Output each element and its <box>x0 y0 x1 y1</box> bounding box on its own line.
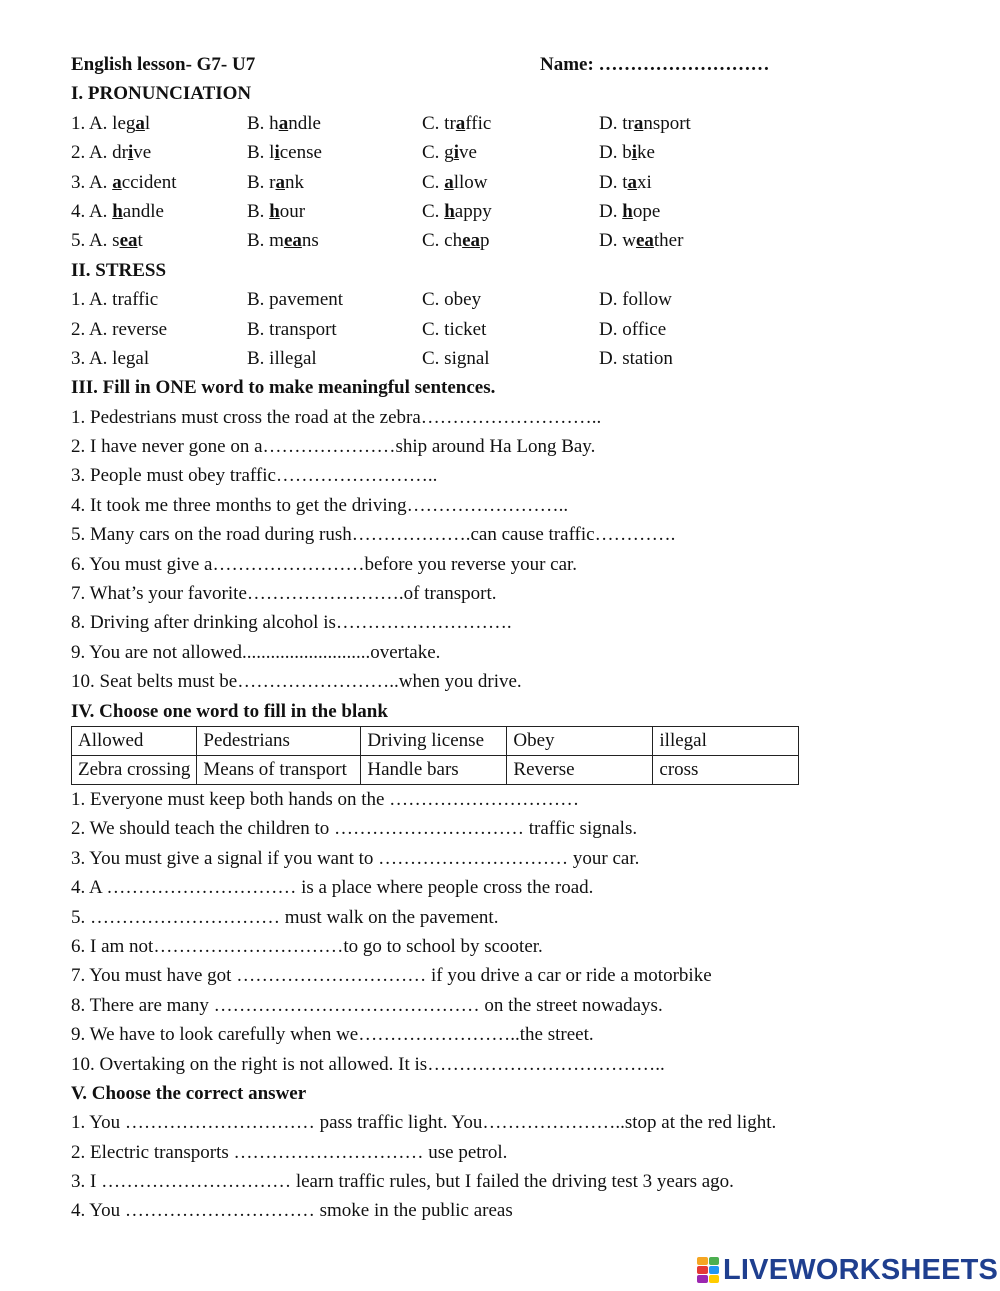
fill-question[interactable]: 1. Pedestrians must cross the road at the zebra……………………….. <box>71 406 602 428</box>
option-text: ccident <box>121 171 177 193</box>
word-bank-cell: Driving license <box>361 726 507 755</box>
answer-option[interactable] <box>422 168 487 197</box>
option-text: l <box>144 112 151 134</box>
answer-option[interactable]: 1. A. traffic <box>71 289 159 311</box>
choose-question[interactable]: 9. We have to look carefully when we……………………..the street. <box>71 1024 594 1046</box>
pronunciation-questions <box>71 109 871 256</box>
option-text: ve <box>458 142 477 164</box>
logo-block <box>709 1275 720 1283</box>
option-text: B. <box>247 200 270 222</box>
choose-question[interactable]: 8. There are many …………………………………… on the street nowadays. <box>71 994 663 1016</box>
answer-option[interactable]: 3. A. legal <box>71 347 150 369</box>
stress-row <box>71 315 871 344</box>
answer-option[interactable] <box>599 109 691 138</box>
choose-question[interactable]: 6. I am not…………………………to go to school by scooter. <box>71 935 543 957</box>
option-text: B. l <box>247 142 275 164</box>
option-text: our <box>279 200 306 222</box>
answer-option[interactable]: B. transport <box>247 318 337 340</box>
answer-option[interactable]: B. pavement <box>247 289 344 311</box>
answer-option[interactable]: D. station <box>599 347 673 369</box>
stress-row <box>71 344 871 373</box>
answer-option[interactable]: C. signal <box>422 347 490 369</box>
liveworksheets-logo <box>697 1253 998 1287</box>
answer-option[interactable] <box>599 226 683 255</box>
word-bank-cell: Allowed <box>72 726 197 755</box>
underlined-letters: ea <box>283 230 302 252</box>
underlined-letters: ea <box>462 230 481 252</box>
answer-option[interactable] <box>422 226 490 255</box>
option-text: ther <box>653 230 684 252</box>
underlined-letters: a <box>627 171 637 193</box>
answer-option[interactable] <box>71 226 143 255</box>
answer-option[interactable]: D. office <box>599 318 667 340</box>
answer-option[interactable] <box>247 197 305 226</box>
answer-option[interactable] <box>422 109 491 138</box>
option-text: 3. A. <box>71 171 113 193</box>
option-text: cense <box>279 142 322 164</box>
word-bank-cell: Means of transport <box>197 755 361 784</box>
underlined-letters: h <box>112 200 123 222</box>
word-bank-cell: Reverse <box>507 755 653 784</box>
choose-question[interactable]: 4. A ………………………… is a place where people cross the road. <box>71 877 594 899</box>
correct-answer-questions <box>71 1108 871 1226</box>
underlined-letters: a <box>275 171 285 193</box>
underlined-letters: a <box>278 112 289 134</box>
fill-question[interactable]: 3. People must obey traffic…………………….. <box>71 465 438 487</box>
option-text: p <box>480 230 490 252</box>
option-text: 1. A. leg <box>71 112 136 134</box>
answer-option[interactable] <box>422 138 477 167</box>
pronunciation-row <box>71 138 871 167</box>
header-row <box>71 50 871 79</box>
option-text: C. tr <box>422 112 456 134</box>
option-text: andle <box>122 200 164 222</box>
answer-option[interactable]: C. ticket <box>422 318 487 340</box>
fill-questions <box>71 403 871 697</box>
option-text: D. w <box>599 230 636 252</box>
liveworksheets-logo-icon <box>697 1257 719 1283</box>
lesson-title: English lesson- G7- U7 <box>71 54 256 75</box>
word-bank-cell: Pedestrians <box>197 726 361 755</box>
option-text: ffic <box>465 112 492 134</box>
word-bank-cell: illegal <box>653 726 799 755</box>
option-text: D. b <box>599 142 632 164</box>
underlined-letters: h <box>444 200 455 222</box>
answer-option[interactable] <box>247 109 321 138</box>
fill-question[interactable]: 9. You are not allowed...........................overtake. <box>71 641 441 663</box>
option-text: nk <box>285 171 304 193</box>
correct-answer-question[interactable]: 3. I ………………………… learn traffic rules, but I failed the driving test 3 years ago. <box>71 1171 734 1193</box>
pronunciation-row <box>71 109 871 138</box>
answer-option[interactable] <box>599 197 660 226</box>
answer-option[interactable] <box>599 168 652 197</box>
answer-option[interactable] <box>247 226 319 255</box>
option-text: ndle <box>288 112 321 134</box>
fill-question[interactable]: 8. Driving after drinking alcohol is………………………. <box>71 612 512 634</box>
fill-question[interactable]: 6. You must give a……………………before you reverse your car. <box>71 553 578 575</box>
fill-question[interactable]: 2. I have never gone on a…………………ship around Ha Long Bay. <box>71 436 596 458</box>
choose-question[interactable]: 3. You must give a signal if you want to ………………………… your car. <box>71 847 640 869</box>
underlined-letters: a <box>455 112 466 134</box>
option-text: appy <box>454 200 492 222</box>
logo-block <box>709 1266 720 1274</box>
word-bank-table <box>71 726 799 785</box>
option-text: 4. A. <box>71 200 113 222</box>
word-bank-row <box>72 726 799 755</box>
option-text: D. t <box>599 171 628 193</box>
underlined-letters: a <box>444 171 454 193</box>
logo-block <box>697 1266 708 1274</box>
option-text: ke <box>637 142 655 164</box>
underlined-letters: i <box>631 142 638 164</box>
option-text: ns <box>301 230 319 252</box>
option-text: nsport <box>643 112 691 134</box>
answer-option[interactable] <box>247 138 322 167</box>
option-text: D. tr <box>599 112 634 134</box>
fill-question[interactable]: 10. Seat belts must be……………………..when you drive. <box>71 671 522 693</box>
pronunciation-row <box>71 226 871 255</box>
choose-question[interactable]: 7. You must have got ………………………… if you drive a car or ride a motorbike <box>71 965 712 987</box>
answer-option[interactable]: C. obey <box>422 289 482 311</box>
answer-option[interactable] <box>71 109 150 138</box>
answer-option[interactable] <box>422 197 492 226</box>
correct-answer-question[interactable]: 2. Electric transports ………………………… use petrol. <box>71 1141 508 1163</box>
option-text: 2. A. dr <box>71 142 128 164</box>
answer-option[interactable] <box>247 168 304 197</box>
section-correct-heading: V. Choose the correct answer <box>71 1082 307 1104</box>
fill-question[interactable]: 4. It took me three months to get the driving…………………….. <box>71 494 569 516</box>
choose-question[interactable]: 5. ………………………… must walk on the pavement. <box>71 906 499 928</box>
choose-question[interactable]: 10. Overtaking on the right is not allowed. It is……………………………….. <box>71 1053 665 1075</box>
option-text: D. <box>599 200 623 222</box>
option-text: C. ch <box>422 230 463 252</box>
logo-block <box>697 1257 708 1265</box>
option-text: ve <box>133 142 152 164</box>
name-field[interactable]: Name: ……………………… <box>540 54 770 75</box>
logo-block <box>697 1275 708 1283</box>
option-text: ope <box>632 200 661 222</box>
word-bank-cell: cross <box>653 755 799 784</box>
section-stress-heading: II. STRESS <box>71 259 167 281</box>
option-text: B. r <box>247 171 276 193</box>
underlined-letters: a <box>633 112 644 134</box>
section-choose-heading: IV. Choose one word to fill in the blank <box>71 700 388 722</box>
answer-option[interactable]: D. follow <box>599 289 672 311</box>
answer-option[interactable] <box>71 138 151 167</box>
option-text: llow <box>453 171 488 193</box>
underlined-letters: ea <box>119 230 138 252</box>
option-text: xi <box>637 171 652 193</box>
underlined-letters: h <box>622 200 633 222</box>
option-text: C. g <box>422 142 454 164</box>
answer-option[interactable]: 2. A. reverse <box>71 318 168 340</box>
option-text: B. m <box>247 230 284 252</box>
underlined-letters: h <box>269 200 280 222</box>
option-text: 5. A. s <box>71 230 120 252</box>
word-bank-row <box>72 755 799 784</box>
word-bank-cell: Handle bars <box>361 755 507 784</box>
section-fill-heading: III. Fill in ONE word to make meaningful sentences. <box>71 377 496 399</box>
choose-question[interactable]: 2. We should teach the children to ………………………… traffic signals. <box>71 818 638 840</box>
pronunciation-row <box>71 168 871 197</box>
pronunciation-row <box>71 197 871 226</box>
correct-answer-question[interactable]: 1. You ………………………… pass traffic light. You…………………..stop at the red light. <box>71 1112 777 1134</box>
underlined-letters: a <box>112 171 122 193</box>
word-bank-cell: Obey <box>507 726 653 755</box>
answer-option[interactable] <box>71 168 177 197</box>
underlined-letters: a <box>135 112 145 134</box>
answer-option[interactable] <box>599 138 655 167</box>
option-text: C. <box>422 171 445 193</box>
answer-option[interactable]: B. illegal <box>247 347 317 369</box>
choose-question[interactable]: 1. Everyone must keep both hands on the ………………………… <box>71 788 580 810</box>
fill-question[interactable]: 7. What’s your favorite…………………….of transport. <box>71 583 497 605</box>
underlined-letters: i <box>453 142 459 164</box>
option-text: t <box>137 230 143 252</box>
stress-row <box>71 285 871 314</box>
option-text: B. h <box>247 112 279 134</box>
word-bank-cell: Zebra crossing <box>72 755 197 784</box>
section-pronunciation-heading: I. PRONUNCIATION <box>71 83 252 105</box>
fill-question[interactable]: 5. Many cars on the road during rush……………….can cause traffic…………. <box>71 524 676 546</box>
stress-questions <box>71 285 871 373</box>
underlined-letters: i <box>128 142 134 164</box>
option-text: C. <box>422 200 445 222</box>
logo-block <box>709 1257 720 1265</box>
choose-questions <box>71 785 871 1079</box>
correct-answer-question[interactable]: 4. You ………………………… smoke in the public areas <box>71 1200 513 1222</box>
answer-option[interactable] <box>71 197 164 226</box>
underlined-letters: ea <box>635 230 654 252</box>
logo-text: LIVEWORKSHEETS <box>723 1253 999 1286</box>
underlined-letters: i <box>274 142 280 164</box>
worksheet <box>71 50 871 1226</box>
